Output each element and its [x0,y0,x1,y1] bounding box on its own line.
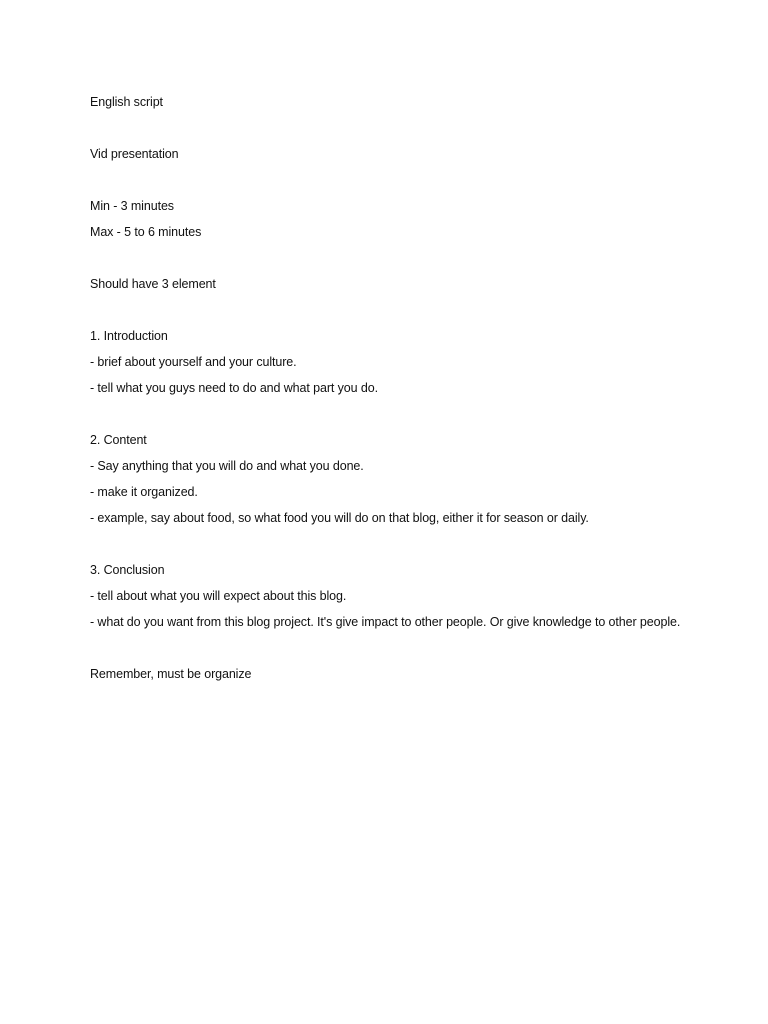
section-point: - make it organized. [90,485,198,499]
section-point: - example, say about food, so what food you will do on that blog, either it for season or daily. [90,511,589,525]
blank-line [90,531,710,557]
document-title: English script [90,95,163,109]
section-heading-introduction: 1. Introduction [90,329,168,343]
blank-line [90,245,710,271]
section-heading-content: 2. Content [90,433,147,447]
section-point: - brief about yourself and your culture. [90,355,297,369]
blank-line [90,635,710,661]
duration-min: Min - 3 minutes [90,199,174,213]
section-point: - what do you want from this blog project. It's give impact to other people. Or give knowledge to other people. [90,615,681,629]
document-subtitle: Vid presentation [90,147,179,161]
requirement-text: Should have 3 element [90,277,216,291]
blank-line [90,115,710,141]
duration-max: Max - 5 to 6 minutes [90,225,202,239]
blank-line [90,401,710,427]
closing-note: Remember, must be organize [90,667,252,681]
section-heading-conclusion: 3. Conclusion [90,563,165,577]
blank-line [90,167,710,193]
section-point: - tell about what you will expect about this blog. [90,589,347,603]
blank-line [90,297,710,323]
document-body [90,89,710,687]
section-point: - Say anything that you will do and what you done. [90,459,364,473]
section-point: - tell what you guys need to do and what part you do. [90,381,378,395]
